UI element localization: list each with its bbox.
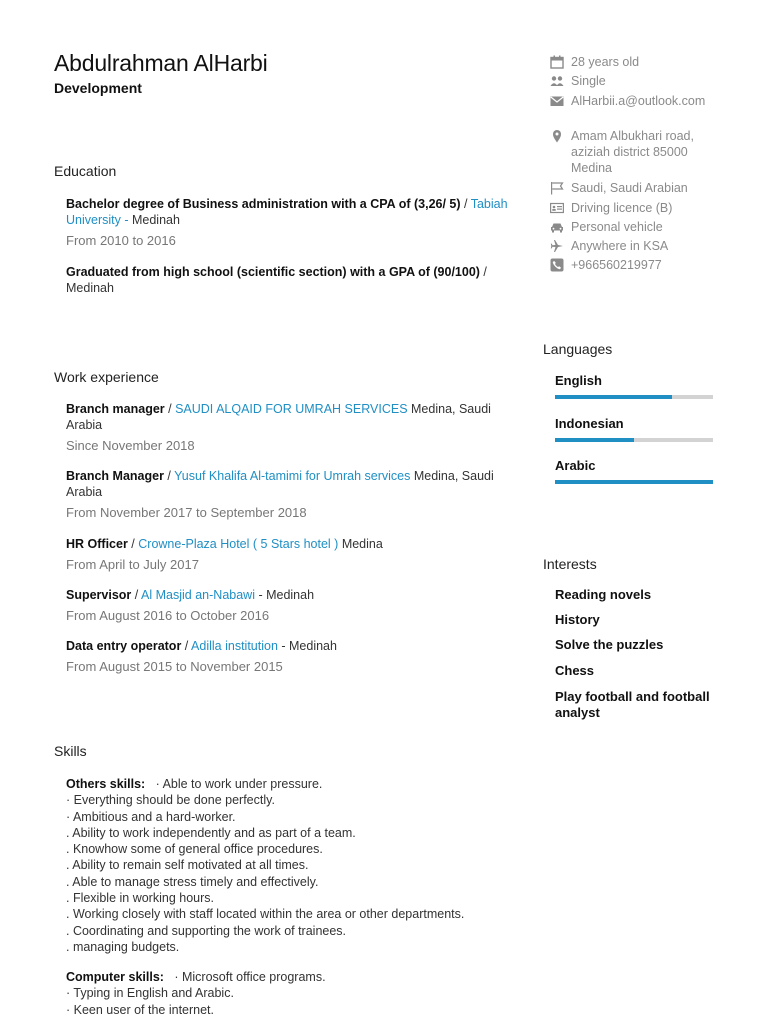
candidate-subtitle: Development (54, 80, 142, 96)
employer-link[interactable]: Yusuf Khalifa Al-tamimi for Umrah services (174, 469, 411, 483)
contact-address (550, 128, 725, 176)
work-entry (66, 587, 518, 624)
skills-heading: Skills (54, 743, 87, 759)
separator: / (164, 402, 176, 416)
flag-icon (550, 181, 564, 195)
skill-item: . Knowhow some of general office procedures. (66, 842, 323, 857)
skill-item: . Ability to work independently and as part of a team. (66, 825, 356, 840)
interest-item: Chess (555, 663, 595, 678)
interest-item: History (555, 612, 600, 627)
education-entry (66, 264, 518, 296)
contact-text: Amam Albukhari road, aziziah district 85000 Medina (571, 129, 694, 175)
others-skills-label: Others skills: (66, 777, 146, 791)
interest-item: Solve the puzzles (555, 637, 664, 652)
education-heading: Education (54, 163, 117, 179)
contact-licence (550, 200, 725, 216)
job-title: Branch Manager (66, 469, 164, 483)
contact-text: Personal vehicle (571, 220, 663, 234)
separator: / (479, 265, 487, 279)
contact-phone[interactable] (550, 257, 725, 273)
language-item (555, 416, 713, 431)
job-title: Supervisor (66, 588, 132, 602)
contact-text: Driving licence (B) (571, 201, 673, 215)
skill-item: · Ambitious and a hard-worker. (66, 809, 236, 824)
language-level-bar (555, 480, 713, 484)
skill-item: . Coordinating and supporting the work of trainees. (66, 923, 347, 938)
skill-item: · Typing in English and Arabic. (66, 986, 234, 1001)
contact-text: Anywhere in KSA (571, 239, 669, 253)
job-dates: From November 2017 to September 2018 (66, 505, 307, 520)
education-entry (66, 196, 518, 249)
job-location: Medina, Saudi Arabia (66, 469, 494, 499)
language-level-fill (555, 395, 672, 399)
work-entry (66, 536, 518, 573)
contact-text: Saudi, Saudi Arabian (571, 181, 688, 195)
skill-item: · Everything should be done perfectly. (66, 793, 275, 808)
interests-heading: Interests (543, 556, 597, 572)
language-item (555, 458, 713, 473)
contact-mobility (550, 238, 725, 254)
education-title: Bachelor degree of Business administration with a CPA of (3,26/ 5) (66, 197, 461, 211)
language-name: English (555, 373, 602, 388)
separator: / (460, 197, 471, 211)
job-dates: From August 2015 to November 2015 (66, 659, 283, 674)
contact-vehicle (550, 219, 725, 235)
others-skills-block (66, 776, 526, 955)
languages-heading: Languages (543, 341, 613, 357)
job-dates: Since November 2018 (66, 438, 195, 453)
education-dates: From 2010 to 2016 (66, 233, 176, 248)
computer-skills-block (66, 969, 526, 1018)
users-icon (550, 74, 564, 88)
employer-link[interactable]: Al Masjid an-Nabawi (141, 588, 255, 602)
education-institution[interactable]: Tabiah University - (66, 197, 508, 227)
car-icon (550, 220, 564, 234)
language-level-bar (555, 395, 713, 399)
language-name: Arabic (555, 458, 596, 473)
separator: / (131, 588, 142, 602)
language-level-fill (555, 480, 713, 484)
contact-text[interactable]: +966560219977 (571, 258, 662, 272)
skill-item: · Microsoft office programs. (174, 970, 326, 984)
education-title: Graduated from high school (scientific section) with a GPA of (90/100) (66, 265, 480, 279)
job-title: HR Officer (66, 537, 128, 551)
work-entry (66, 638, 518, 675)
work-heading: Work experience (54, 369, 159, 385)
map-pin-icon (550, 129, 564, 143)
education-place: Medinah (131, 213, 180, 227)
separator: / (163, 469, 175, 483)
job-title: Data entry operator (66, 639, 182, 653)
job-location: Medina, Saudi Arabia (66, 402, 491, 432)
language-name: Indonesian (555, 416, 624, 431)
interest-item: Reading novels (555, 587, 652, 602)
education-place: Medinah (66, 281, 114, 295)
work-entry (66, 468, 518, 521)
language-level-fill (555, 438, 634, 442)
skill-item: . Flexible in working hours. (66, 891, 214, 906)
contact-email[interactable] (550, 93, 725, 125)
skill-item: . Working closely with staff located within the area or other departments. (66, 907, 465, 922)
contact-age (550, 54, 725, 70)
employer-link[interactable]: SAUDI ALQAID FOR UMRAH SERVICES (175, 402, 408, 416)
language-level-bar (555, 438, 713, 442)
calendar-icon (550, 55, 564, 69)
job-dates: From August 2016 to October 2016 (66, 608, 270, 623)
envelope-icon (550, 94, 564, 108)
skill-item: . Ability to remain self motivated at all times. (66, 858, 309, 873)
language-item (555, 373, 713, 388)
plane-icon (550, 239, 564, 253)
interest-item: Play football and football analyst (555, 689, 710, 720)
contact-text: Single (571, 74, 606, 88)
skill-item: . managing budgets. (66, 939, 180, 954)
contact-text: 28 years old (571, 55, 640, 69)
contact-nationality (550, 180, 725, 196)
skill-item: · Able to work under pressure. (155, 777, 323, 791)
computer-skills-label: Computer skills: (66, 970, 164, 984)
job-location: Medina (338, 537, 383, 551)
separator: / (127, 537, 139, 551)
contact-text[interactable]: AlHarbii.a@outlook.com (571, 94, 706, 108)
contact-status (550, 73, 725, 89)
employer-link[interactable]: Adilla institution (191, 639, 282, 653)
skill-item: . Able to manage stress timely and effectively. (66, 874, 319, 889)
job-title: Branch manager (66, 402, 165, 416)
phone-icon (550, 258, 564, 272)
id-card-icon (550, 201, 564, 215)
job-location: - Medinah (254, 588, 315, 602)
job-location: - Medinah (281, 639, 337, 653)
skill-item: · Keen user of the internet. (66, 1002, 215, 1017)
employer-link[interactable]: Crowne-Plaza Hotel ( 5 Stars hotel ) (138, 537, 339, 551)
candidate-name: Abdulrahman AlHarbi (54, 50, 268, 76)
separator: / (181, 639, 192, 653)
work-entry (66, 401, 518, 454)
job-dates: From April to July 2017 (66, 557, 199, 572)
